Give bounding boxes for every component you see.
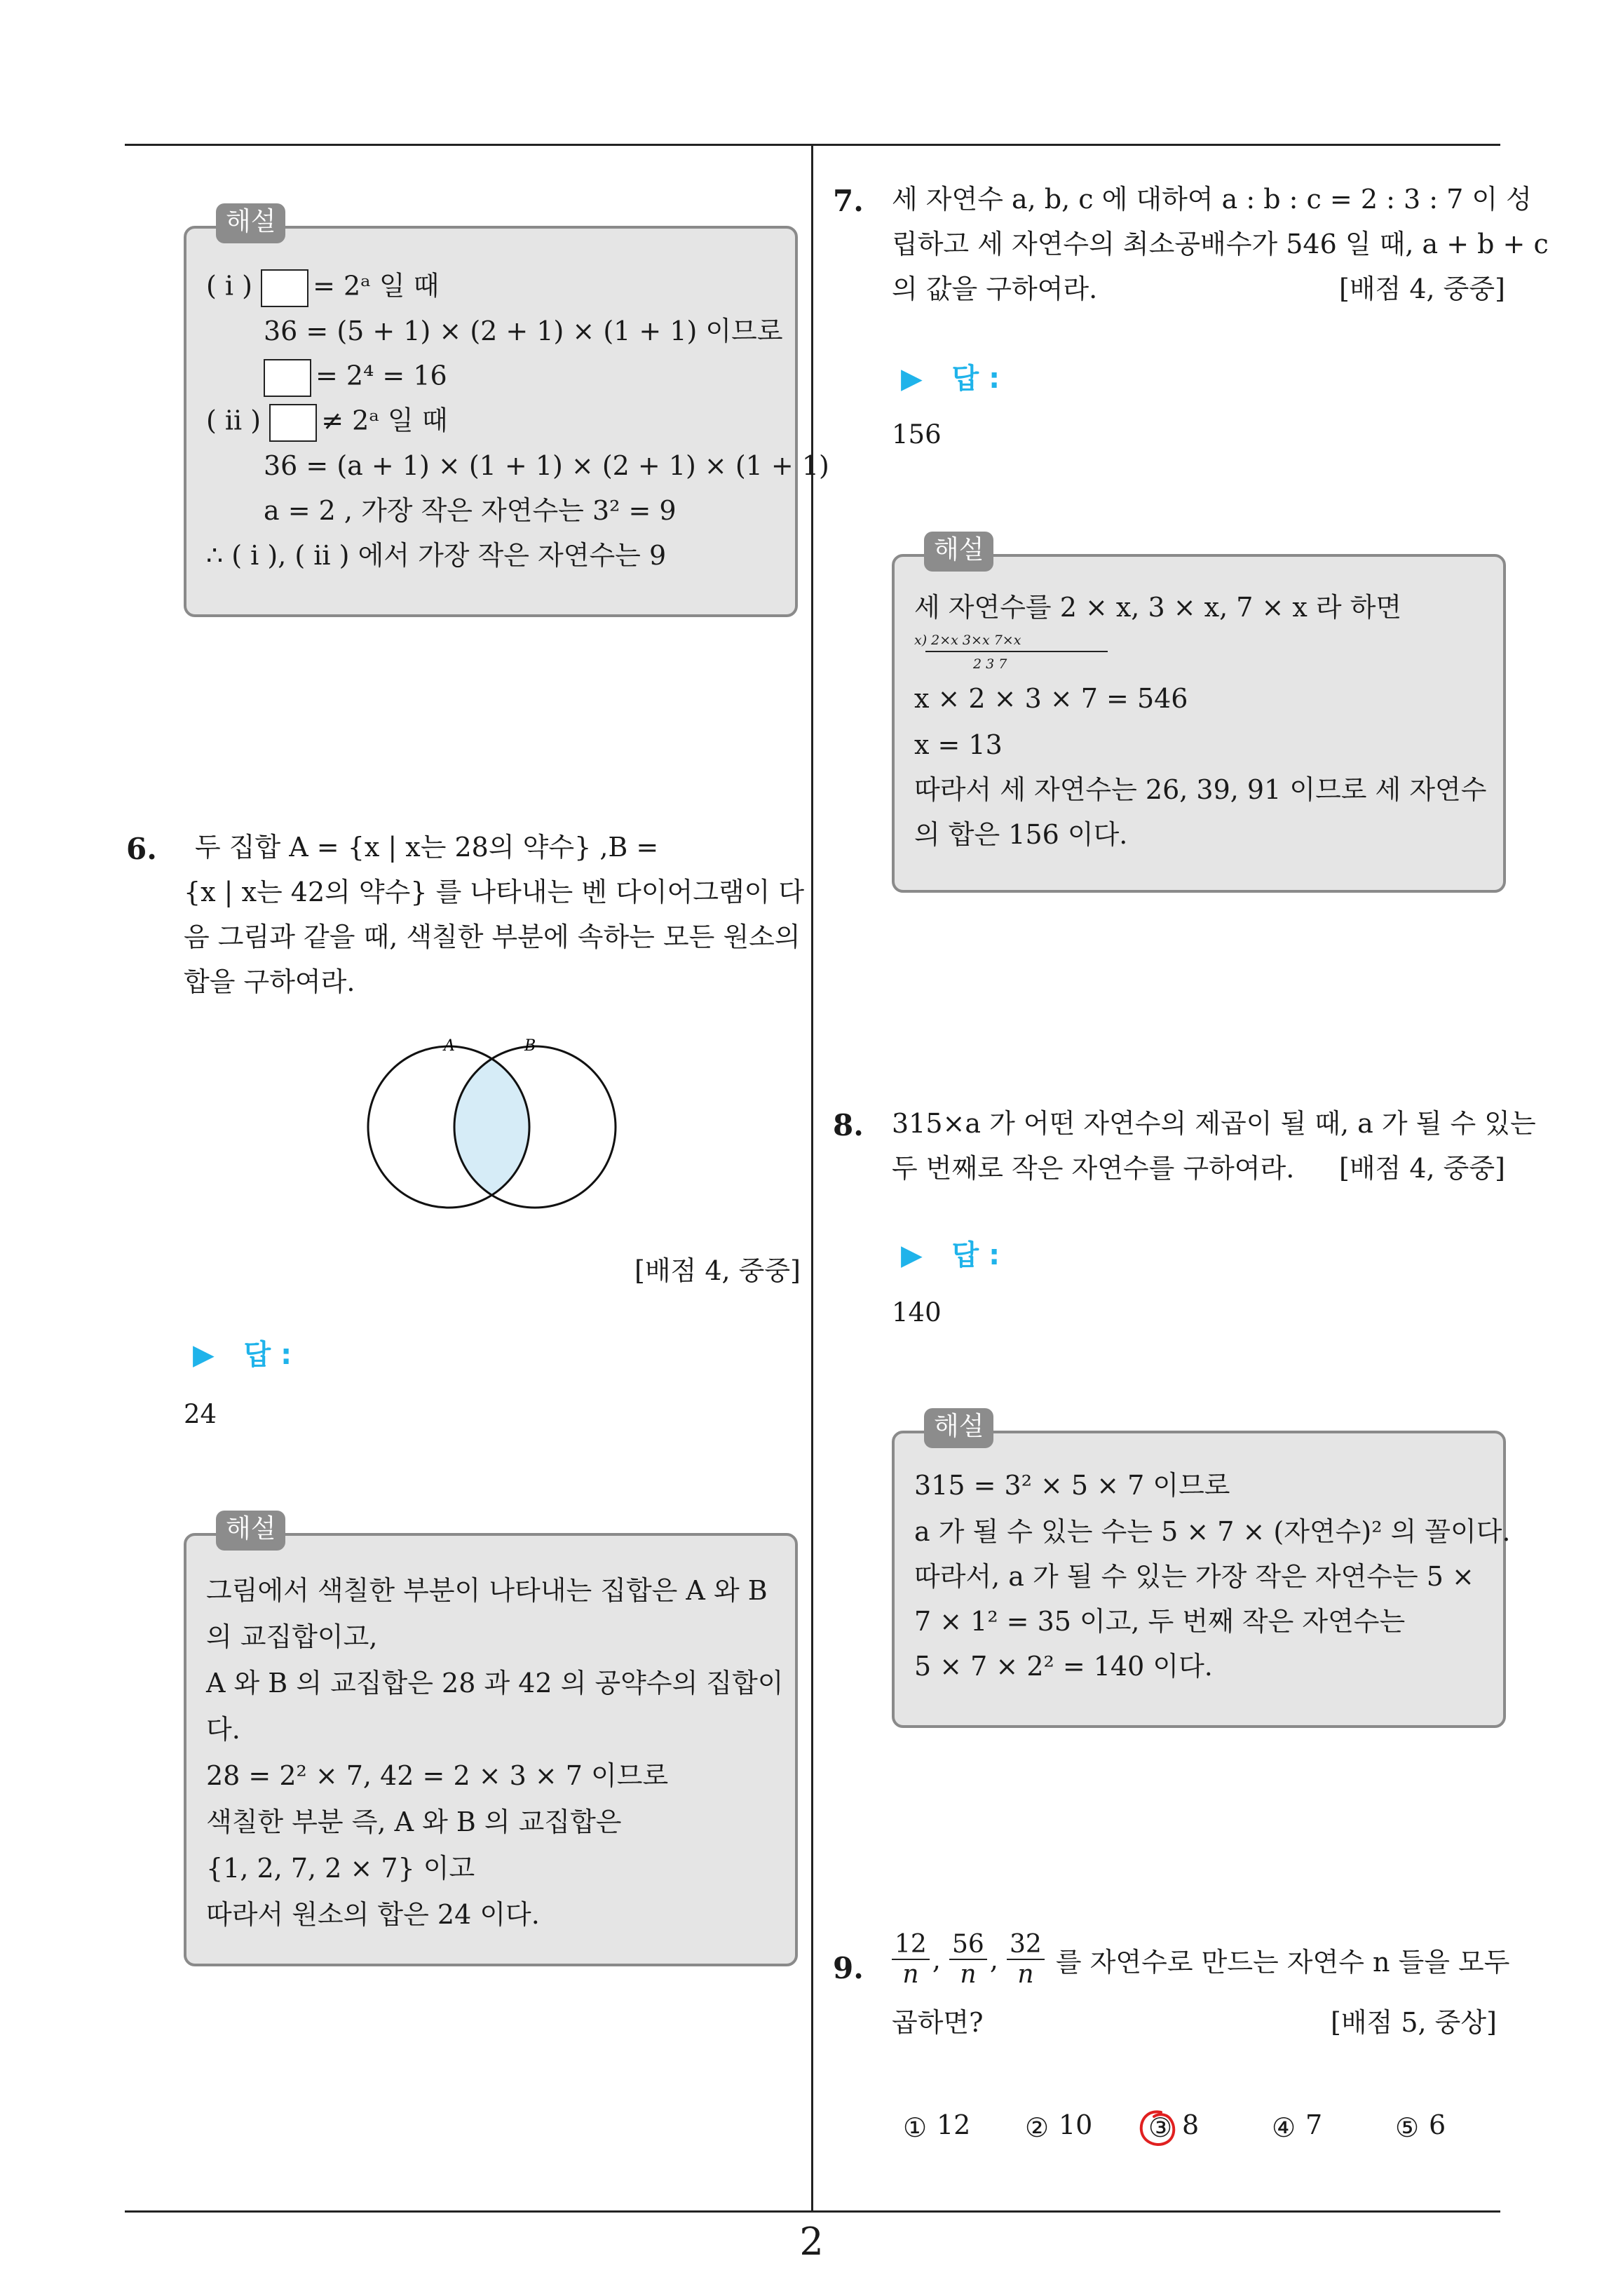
division-bottom: 2 3 7	[973, 656, 1007, 672]
q8-answer: 140	[892, 1297, 942, 1328]
solution-tag: 해설	[924, 532, 993, 572]
play-arrow-icon: ▶	[901, 363, 923, 395]
division-line	[925, 651, 1108, 652]
q7-sol-eq: x × 2 × 3 × 7 = 546	[914, 683, 1188, 714]
choice-5[interactable]: ⑤ 6	[1394, 2109, 1446, 2143]
case2-cond: ≠ 2ᵃ 일 때	[321, 405, 448, 436]
fraction: $\frac{12}{n}$	[892, 1930, 930, 1990]
q6-sol-line: 그림에서 색칠한 부분이 나타내는 집합은 A 와 B	[206, 1575, 768, 1606]
choice-4[interactable]: ④ 7	[1271, 2109, 1323, 2143]
selected-answer-mark-icon	[1137, 2108, 1179, 2149]
q8-sol-line: 7 × 1² = 35 이고, 두 번째 작은 자연수는	[914, 1606, 1406, 1637]
q7-sol-line: 세 자연수를 2 × x, 3 × x, 7 × x 라 하면	[914, 592, 1402, 623]
q6-sol-line: 색칠한 부분 즉, A 와 B 의 교집합은	[206, 1807, 622, 1837]
choice-1[interactable]: ① 12	[902, 2109, 971, 2143]
choice-number: ③	[1148, 2112, 1173, 2143]
q7-line-2: 립하고 세 자연수의 최소공배수가 546 일 때, a + b + c	[892, 229, 1549, 259]
q8-score: [배점 4, 중중]	[1339, 1153, 1505, 1184]
q6-line-4: 합을 구하여라.	[184, 966, 355, 997]
q7-sol-line: x = 13	[914, 729, 1003, 760]
q8-sol-line: 315 = 3² × 5 × 7 이므로	[914, 1470, 1230, 1501]
q6-answer-label: ▶ 답 :	[193, 1339, 292, 1371]
solution-box-q7	[892, 534, 1506, 893]
venn-label-a: A	[444, 1037, 455, 1055]
q7-sol-line: 따라서 세 자연수는 26, 39, 91 이므로 세 자연수	[914, 774, 1487, 805]
q8-sol-line: 따라서, a 가 될 수 있는 가장 작은 자연수는 5 ×	[914, 1561, 1474, 1592]
blank-box	[261, 269, 308, 307]
play-arrow-icon: ▶	[193, 1339, 215, 1371]
question-number-9: 9.	[833, 1951, 864, 1985]
choice-number: ①	[902, 2112, 928, 2143]
solution-box-q6	[184, 1513, 798, 1966]
case2-label: ( ii )	[206, 405, 262, 436]
q9-line-1-rest: 를 자연수로 만드는 자연수 n 들을 모두	[1055, 1946, 1510, 1978]
case2-eq: 36 = (a + 1) × (1 + 1) × (2 + 1) × (1 + 1)	[264, 450, 829, 481]
q6-line-1: 두 집합 A = {x | x는 28의 약수} ,B =	[195, 832, 659, 863]
q6-sol-line: 따라서 원소의 합은 24 이다.	[206, 1899, 540, 1930]
q8-sol-line: 5 × 7 × 2² = 140 이다.	[914, 1651, 1213, 1682]
q6-sol-line: 의 교집합이고,	[206, 1621, 378, 1652]
q6-answer: 24	[184, 1399, 217, 1429]
q6-score: [배점 4, 중중]	[634, 1255, 801, 1286]
q6-sol-line: {1, 2, 7, 2 × 7} 이고	[206, 1853, 475, 1884]
q8-sol-line: a 가 될 수 있는 수는 5 × 7 × (자연수)² 의 꼴이다.	[914, 1516, 1511, 1547]
case1-eq: 36 = (5 + 1) × (2 + 1) × (1 + 1) 이므로	[264, 316, 783, 346]
choice-number: ⑤	[1394, 2112, 1420, 2143]
case1-res: = 2⁴ = 16	[315, 360, 447, 391]
q9-line-1: $\frac{12}{n}$ , $\frac{56}{n}$ , $\frac{32}{n}$ 를 자연수로 만드는 자연수 n 들을 모두	[892, 1930, 1509, 1990]
q9-score: [배점 5, 중상]	[1331, 2007, 1497, 2038]
question-number-8: 8.	[833, 1108, 864, 1142]
q6-sol-line: 다.	[206, 1714, 240, 1745]
blank-box	[264, 359, 311, 397]
division-top: x) 2×x 3×x 7×x	[914, 633, 1021, 648]
solution-tag: 해설	[216, 1511, 285, 1551]
q8-answer-label: ▶ 답 :	[901, 1239, 1000, 1271]
q6-sol-line: 28 = 2² × 7, 42 = 2 × 3 × 7 이므로	[206, 1760, 669, 1791]
page-number: 2	[799, 2220, 824, 2264]
solution-tag: 해설	[216, 203, 285, 243]
q7-score: [배점 4, 중중]	[1339, 274, 1505, 304]
q7-line-3: 의 값을 구하여라.	[892, 274, 1098, 304]
blank-box	[269, 404, 317, 442]
q7-answer: 156	[892, 419, 942, 450]
q7-sol-line: 의 합은 156 이다.	[914, 819, 1128, 850]
venn-diagram	[361, 1034, 620, 1217]
solution-box-q8	[892, 1411, 1511, 1728]
choice-3[interactable]: ③ 8	[1148, 2109, 1200, 2143]
question-number-6: 6.	[126, 832, 157, 866]
q8-line-1: 315×a 가 어떤 자연수의 제곱이 될 때, a 가 될 수 있는	[892, 1108, 1536, 1139]
solution-box-q5	[184, 206, 829, 617]
q8-line-2: 두 번째로 작은 자연수를 구하여라.	[892, 1153, 1295, 1184]
q6-sol-line: A 와 B 의 교집합은 28 과 42 의 공약수의 집합이	[206, 1668, 784, 1699]
solution-tag: 해설	[924, 1408, 993, 1448]
fraction: $\frac{32}{n}$	[1007, 1930, 1045, 1990]
choice-2[interactable]: ② 10	[1024, 2109, 1093, 2143]
q9-line-2: 곱하면?	[892, 2007, 984, 2038]
case2-line	[206, 404, 448, 442]
case1-label: ( i )	[206, 270, 252, 302]
case1-res-line	[264, 359, 447, 397]
case-conclusion: ∴ ( i ), ( ii ) 에서 가장 작은 자연수는 9	[206, 540, 667, 571]
fraction: $\frac{56}{n}$	[949, 1930, 987, 1990]
choice-number: ②	[1024, 2112, 1050, 2143]
case1-cond: = 2ᵃ 일 때	[313, 270, 440, 302]
question-number-7: 7.	[833, 184, 864, 218]
bottom-rule	[125, 2210, 1500, 2213]
q6-line-2: {x | x는 42의 약수} 를 나타내는 벤 다이어그램이 다	[184, 877, 805, 907]
q7-line-1: 세 자연수 a, b, c 에 대하여 a : b : c = 2 : 3 : 7 이 성	[892, 184, 1532, 215]
case1-line	[206, 269, 439, 307]
q6-line-3: 음 그림과 같을 때, 색칠한 부분에 속하는 모든 원소의	[184, 921, 801, 952]
venn-label-b: B	[524, 1037, 536, 1055]
play-arrow-icon: ▶	[901, 1239, 923, 1271]
case2-res: a = 2 , 가장 작은 자연수는 3² = 9	[264, 495, 677, 526]
choice-number: ④	[1271, 2112, 1296, 2143]
q7-answer-label: ▶ 답 :	[901, 363, 1000, 395]
